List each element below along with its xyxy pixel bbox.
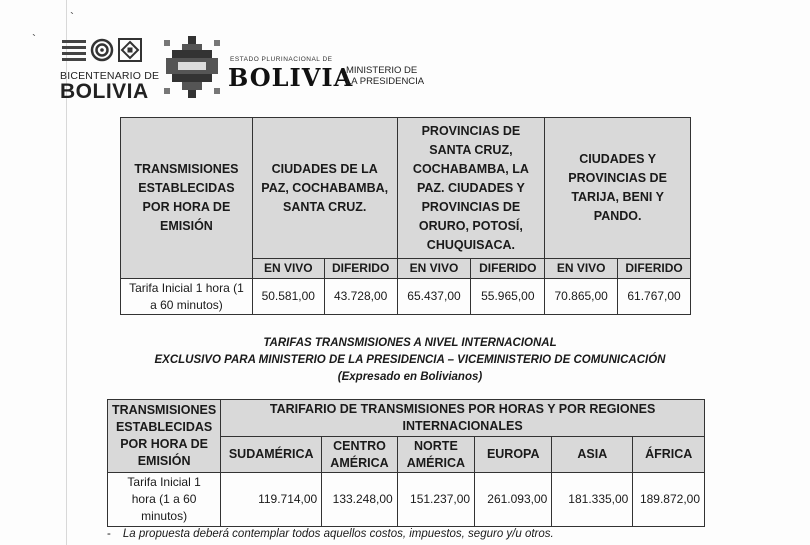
value-cell: 50.581,00: [252, 279, 324, 315]
sub-header-diferido: DIFERIDO: [324, 259, 397, 279]
bicentenario-text: BICENTENARIO DE: [60, 70, 160, 82]
row-label-cell: Tarifa Inicial 1 hora (1 a 60 minutos): [121, 279, 253, 315]
footnote: [107, 528, 554, 540]
value-cell: 151.237,00: [397, 473, 474, 527]
sub-header-en-vivo: EN VIVO: [397, 259, 471, 279]
ministerio-line: LA PRESIDENCIA: [346, 76, 425, 87]
region-header-2: PROVINCIAS DE SANTA CRUZ, COCHABAMBA, LA PAZ. CIUDADES Y PROVINCIAS DE ORURO, POTOSÍ, CHUQUISACA.: [397, 118, 545, 259]
region-header-norte-america: NORTE AMÉRICA: [397, 437, 474, 473]
region-header-africa: ÁFRICA: [633, 437, 705, 473]
speck-mark: `: [70, 10, 74, 24]
ministerio-line: MINISTERIO DE: [346, 65, 418, 76]
value-cell: 43.728,00: [324, 279, 397, 315]
bicentenario-bolivia-text: BOLIVIA: [60, 80, 149, 103]
value-cell: 181.335,00: [552, 473, 633, 527]
bolivia-wordmark: BOLIVIA: [228, 63, 354, 92]
ministerio-text: [346, 65, 424, 87]
title-line: EXCLUSIVO PARA MINISTERIO DE LA PRESIDENCIA – VICEMINISTERIO DE COMUNICACIÓN: [154, 354, 666, 366]
value-cell: 119.714,00: [221, 473, 322, 527]
sub-header-diferido: DIFERIDO: [471, 259, 545, 279]
bolivia-crest-icon: [164, 36, 220, 98]
bicentenario-spiral-icon: [90, 38, 114, 62]
estado-plurinacional-text: ESTADO PLURINACIONAL DE: [230, 56, 333, 63]
region-header-sudamerica: SUDAMÉRICA: [221, 437, 322, 473]
sub-header-en-vivo: EN VIVO: [545, 259, 618, 279]
row-header-cell: TRANSMISIONES ESTABLECIDAS POR HORA DE EMISIÓN: [121, 118, 253, 279]
value-cell: 133.248,00: [322, 473, 397, 527]
bullet-dash: -: [107, 528, 111, 540]
value-cell: 70.865,00: [545, 279, 618, 315]
sub-header-en-vivo: EN VIVO: [252, 259, 324, 279]
international-rates-table: [107, 399, 705, 527]
bicentenario-stripes-icon: [62, 38, 86, 62]
bicentenario-diamond-icon: [118, 38, 142, 62]
international-title: [110, 335, 710, 386]
value-cell: 189.872,00: [633, 473, 705, 527]
footnote-text: La propuesta deberá contemplar todos aquellos costos, impuestos, seguro y/u otros.: [122, 528, 554, 540]
speck-mark: `: [32, 32, 36, 46]
title-subline: (Expresado en Bolivianos): [337, 371, 483, 383]
national-rates-table: [120, 117, 691, 315]
value-cell: 65.437,00: [397, 279, 471, 315]
row-label-cell: Tarifa Inicial 1 hora (1 a 60 minutos): [108, 473, 221, 527]
title-line: TARIFAS TRANSMISIONES A NIVEL INTERNACIONAL: [263, 337, 557, 349]
region-header-asia: ASIA: [552, 437, 633, 473]
sub-header-diferido: DIFERIDO: [618, 259, 691, 279]
region-header-3: CIUDADES Y PROVINCIAS DE TARIJA, BENI Y PANDO.: [545, 118, 691, 259]
region-header-1: CIUDADES DE LA PAZ, COCHABAMBA, SANTA CRUZ.: [252, 118, 397, 259]
bicentenario-logo: [60, 36, 160, 103]
value-cell: 55.965,00: [471, 279, 545, 315]
row-header-cell: TRANSMISIONES ESTABLECIDAS POR HORA DE EMISIÓN: [108, 400, 221, 473]
document-header: [60, 36, 490, 106]
value-cell: 61.767,00: [618, 279, 691, 315]
group-header-cell: TARIFARIO DE TRANSMISIONES POR HORAS Y POR REGIONES INTERNACIONALES: [221, 400, 705, 437]
value-cell: 261.093,00: [475, 473, 552, 527]
region-header-centro-america: CENTRO AMÉRICA: [322, 437, 397, 473]
region-header-europa: EUROPA: [475, 437, 552, 473]
